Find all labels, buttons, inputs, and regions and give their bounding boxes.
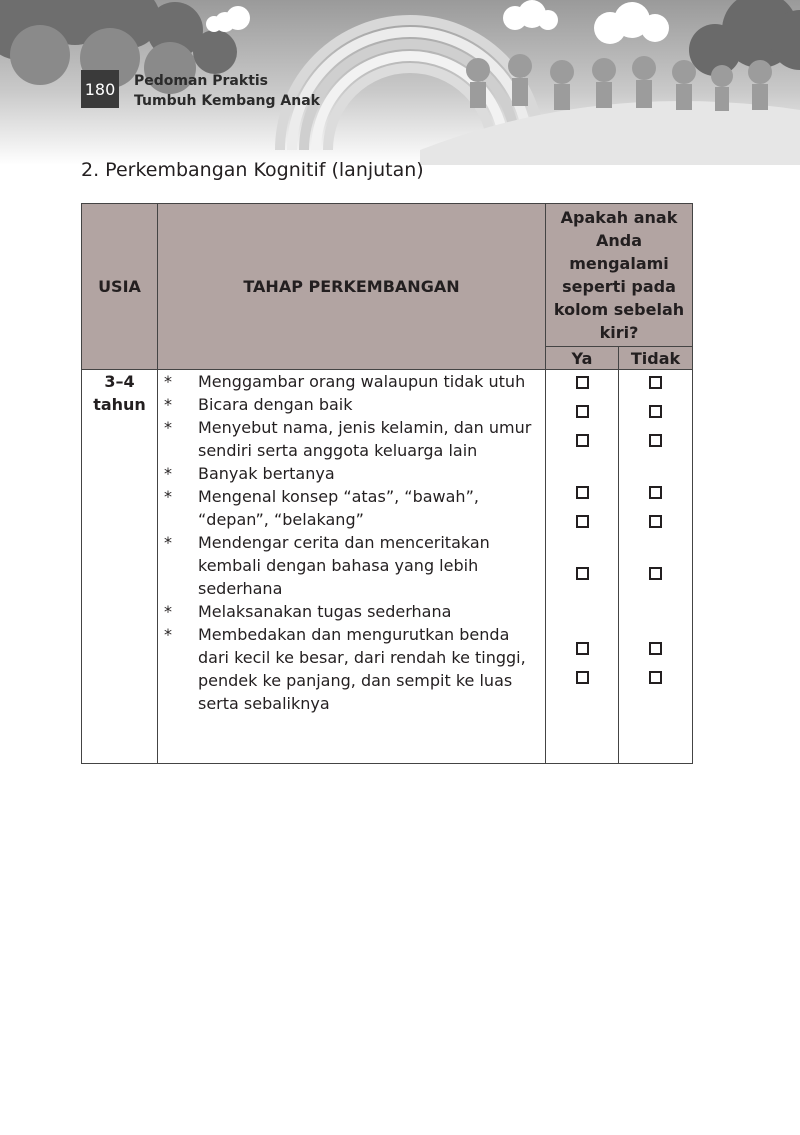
item-text: Mendengar cerita dan menceritakan kembali dengan bahasa yang lebih sederhana — [198, 533, 490, 598]
list-item — [158, 531, 545, 600]
list-item — [158, 485, 545, 531]
item-text: Mengenal konsep “atas”, “bawah”, “depan”, “belakang” — [198, 487, 479, 529]
bullet-icon: * — [164, 395, 172, 414]
yes-checkbox[interactable] — [576, 405, 589, 418]
yes-checkbox[interactable] — [576, 486, 589, 499]
page-header-illustration — [0, 0, 800, 165]
yes-checkbox[interactable] — [576, 515, 589, 528]
book-title-line-1: Pedoman Praktis — [134, 73, 269, 89]
bullet-icon: * — [164, 418, 172, 437]
bullet-icon: * — [164, 602, 172, 621]
item-text: Menyebut nama, jenis kelamin, dan umur sendiri serta anggota keluarga lain — [198, 418, 532, 460]
item-text: Membedakan dan mengurutkan benda dari kecil ke besar, dari rendah ke tinggi, pendek ke panjang, dan sempit ke luas serta sebaliknya — [198, 625, 526, 713]
list-item — [158, 370, 545, 393]
list-item — [158, 623, 545, 715]
no-checkbox[interactable] — [649, 376, 662, 389]
age-cell — [82, 370, 158, 764]
book-title — [134, 71, 320, 111]
age-range: 3–4 — [104, 372, 135, 391]
bullet-icon: * — [164, 372, 172, 391]
list-item — [158, 462, 545, 485]
item-text: Banyak bertanya — [198, 464, 335, 483]
yes-column — [546, 370, 619, 764]
no-column — [619, 370, 693, 764]
no-checkbox[interactable] — [649, 405, 662, 418]
bullet-icon: * — [164, 625, 172, 644]
book-title-line-2: Tumbuh Kembang Anak — [134, 93, 320, 109]
item-text: Menggambar orang walaupun tidak utuh — [198, 372, 526, 391]
no-checkbox[interactable] — [649, 671, 662, 684]
yes-checkbox[interactable] — [576, 434, 589, 447]
no-checkbox[interactable] — [649, 567, 662, 580]
stages-cell — [158, 370, 546, 764]
rainbow-landscape-illustration — [0, 0, 800, 165]
list-item — [158, 393, 545, 416]
header-question: Apakah anak Anda mengalami seperti pada kolom sebelah kiri? — [546, 204, 693, 347]
no-checkbox[interactable] — [649, 515, 662, 528]
header-stage: TAHAP PERKEMBANGAN — [158, 204, 546, 370]
no-checkbox[interactable] — [649, 434, 662, 447]
list-item — [158, 600, 545, 623]
item-text: Bicara dengan baik — [198, 395, 353, 414]
age-unit: tahun — [93, 395, 146, 414]
yes-checkbox[interactable] — [576, 642, 589, 655]
yes-checkbox[interactable] — [576, 376, 589, 389]
header-no: Tidak — [619, 347, 693, 370]
bullet-icon: * — [164, 533, 172, 552]
bullet-icon: * — [164, 464, 172, 483]
header-yes: Ya — [546, 347, 619, 370]
page-number: 180 — [81, 70, 119, 108]
bullet-icon: * — [164, 487, 172, 506]
yes-checkbox[interactable] — [576, 671, 589, 684]
yes-checkbox[interactable] — [576, 567, 589, 580]
list-item — [158, 416, 545, 462]
header-age: USIA — [82, 204, 158, 370]
development-checklist-table — [81, 203, 693, 764]
no-checkbox[interactable] — [649, 642, 662, 655]
no-checkbox[interactable] — [649, 486, 662, 499]
item-text: Melaksanakan tugas sederhana — [198, 602, 452, 621]
section-title: 2. Perkembangan Kognitif (lanjutan) — [81, 159, 424, 181]
